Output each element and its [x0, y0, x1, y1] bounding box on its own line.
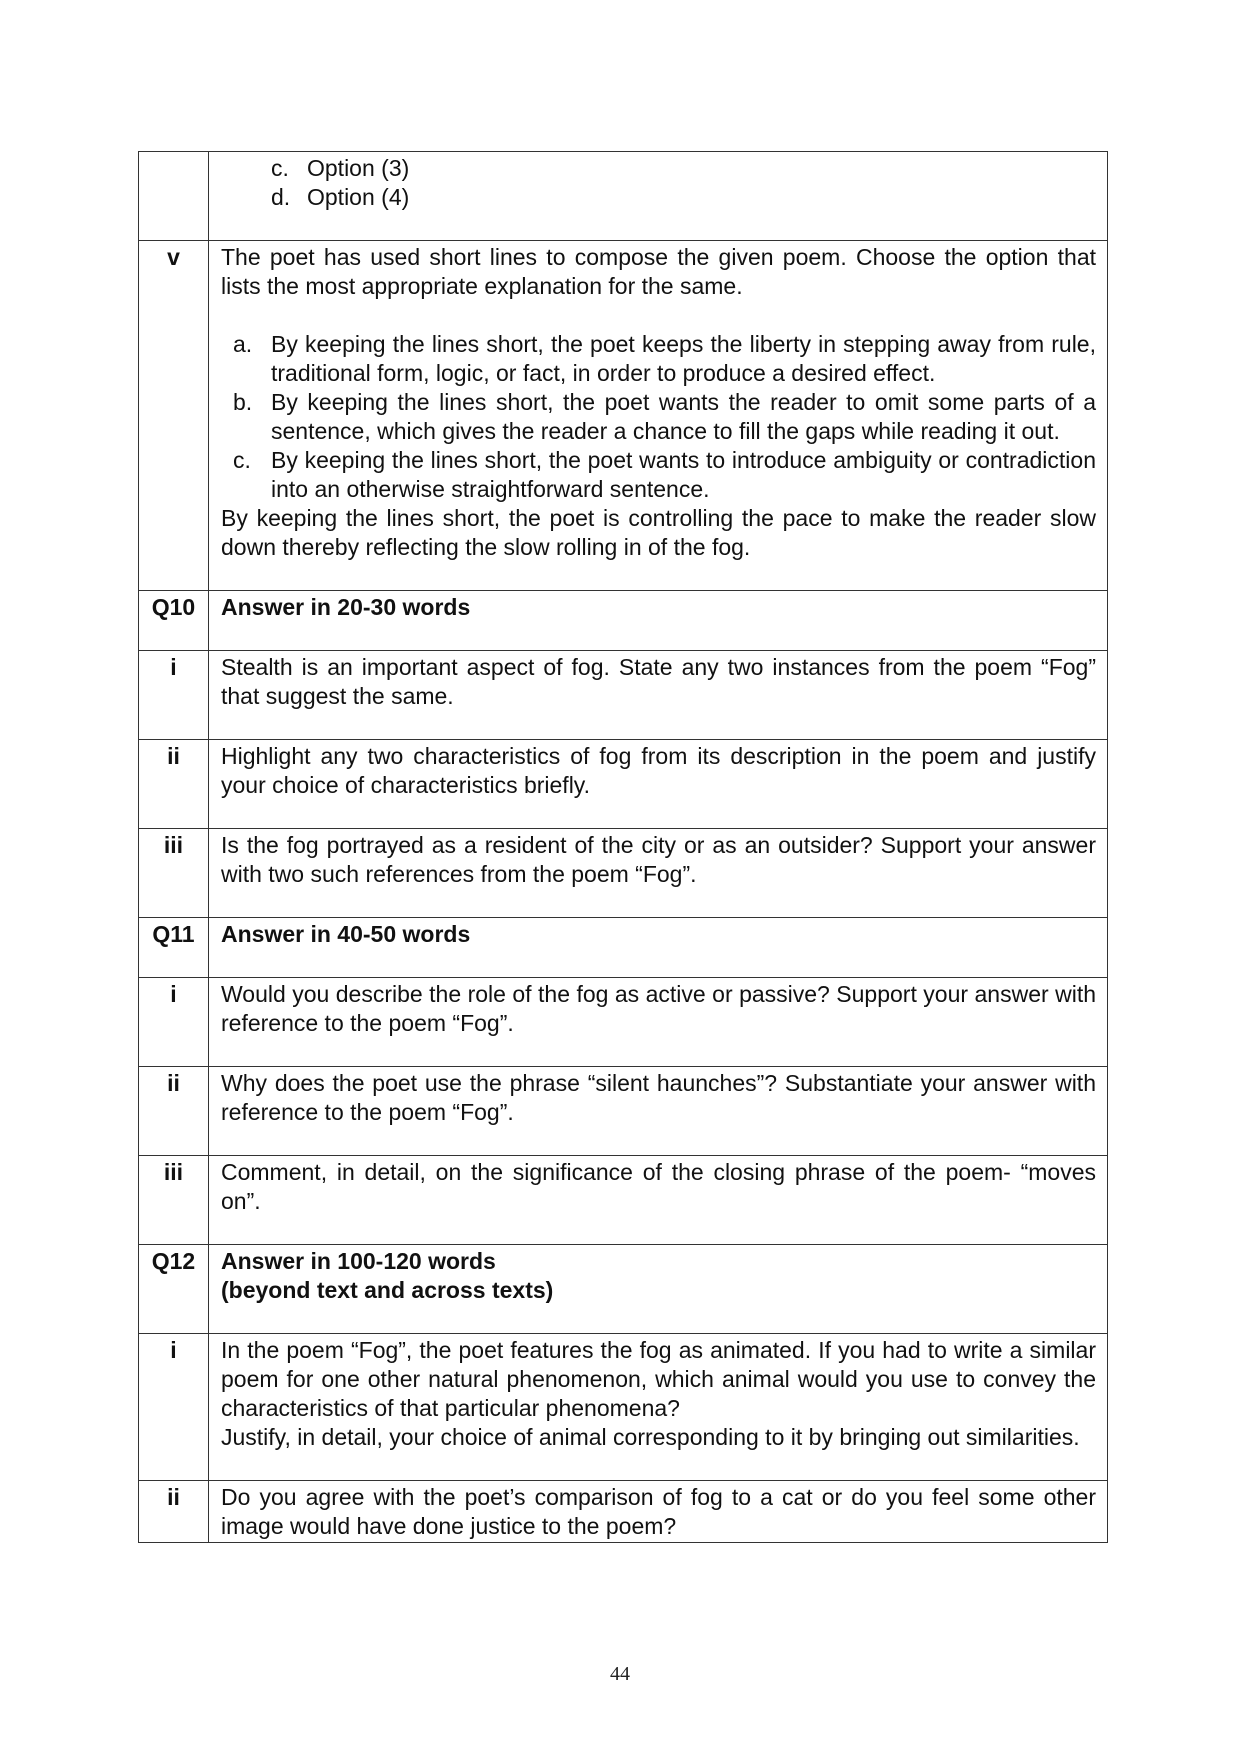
- question-text: Stealth is an important aspect of fog. State any two instances from the poem “Fog” that suggest the same.: [209, 651, 1108, 740]
- question-number: iii: [139, 1156, 209, 1245]
- question-text: In the poem “Fog”, the poet features the fog as animated. If you had to write a similar poem for one other natural phenomenon, which animal would you use to convey the characteristics of that particular phenomena?: [221, 1337, 1096, 1421]
- table-row: [139, 1334, 1108, 1481]
- question-number: ii: [139, 1067, 209, 1156]
- question-text: Comment, in detail, on the significance of the closing phrase of the poem- “moves on”.: [209, 1156, 1108, 1245]
- question-prompt: The poet has used short lines to compose the given poem. Choose the option that lists the most appropriate explanation for the same.: [221, 244, 1096, 299]
- question-text: Is the fog portrayed as a resident of the city or as an outsider? Support your answer with two such references from the poem “Fog”.: [209, 829, 1108, 918]
- section-header-row: [139, 1245, 1108, 1334]
- question-number: v: [139, 241, 209, 591]
- question-number: i: [139, 1334, 209, 1481]
- question-text-cell: [209, 1334, 1108, 1481]
- question-number: ii: [139, 1481, 209, 1543]
- table-row: [139, 978, 1108, 1067]
- table-row: [139, 152, 1108, 241]
- section-header-row: [139, 918, 1108, 978]
- question-number: ii: [139, 740, 209, 829]
- table-row: [139, 651, 1108, 740]
- question-text: Do you agree with the poet’s comparison of fog to a cat or do you feel some other image would have done justice to the poem?: [209, 1481, 1108, 1543]
- option-item: d. Option (4): [271, 184, 410, 210]
- section-number: Q12: [139, 1245, 209, 1334]
- question-text: Highlight any two characteristics of fog from its description in the poem and justify your choice of characteristics briefly.: [209, 740, 1108, 829]
- table-row: [139, 241, 1108, 591]
- continued-options-list: [221, 154, 1096, 212]
- question-text: Would you describe the role of the fog as active or passive? Support your answer with reference to the poem “Fog”.: [209, 978, 1108, 1067]
- question-text: Justify, in detail, your choice of animal corresponding to it by bringing out similarities.: [221, 1424, 1080, 1450]
- section-subheading: (beyond text and across texts): [221, 1277, 554, 1303]
- section-number: Q11: [139, 918, 209, 978]
- question-text-cell: [209, 241, 1108, 591]
- table-row: [139, 1067, 1108, 1156]
- question-number: i: [139, 978, 209, 1067]
- question-number-cell: [139, 152, 209, 241]
- question-number: iii: [139, 829, 209, 918]
- section-number: Q10: [139, 591, 209, 651]
- final-option: By keeping the lines short, the poet is controlling the pace to make the reader slow down thereby reflecting the slow rolling in of the fog.: [221, 505, 1096, 560]
- page-number: 44: [610, 1663, 630, 1685]
- table-row: [139, 1156, 1108, 1245]
- question-table: [138, 151, 1108, 1543]
- option-item: a. By keeping the lines short, the poet keeps the liberty in stepping away from rule, traditional form, logic, or fact, in order to produce a desired effect.: [233, 331, 1096, 386]
- section-heading: Answer in 100-120 words: [221, 1248, 496, 1274]
- section-heading: Answer in 40-50 words: [209, 918, 1108, 978]
- option-item: c. Option (3): [271, 155, 410, 181]
- question-text-cell: [209, 152, 1108, 241]
- option-item: b. By keeping the lines short, the poet wants the reader to omit some parts of a sentence, which gives the reader a chance to fill the gaps while reading it out.: [233, 389, 1096, 444]
- table-row: [139, 740, 1108, 829]
- table-row: [139, 829, 1108, 918]
- question-text: Why does the poet use the phrase “silent haunches”? Substantiate your answer with reference to the poem “Fog”.: [209, 1067, 1108, 1156]
- options-list: [221, 330, 1096, 504]
- section-header-row: [139, 591, 1108, 651]
- section-heading: Answer in 20-30 words: [209, 591, 1108, 651]
- table-row: [139, 1481, 1108, 1543]
- question-number: i: [139, 651, 209, 740]
- spacer: [221, 301, 1096, 330]
- section-heading-cell: [209, 1245, 1108, 1334]
- option-item: c. By keeping the lines short, the poet wants to introduce ambiguity or contradiction into an otherwise straightforward sentence.: [233, 447, 1096, 502]
